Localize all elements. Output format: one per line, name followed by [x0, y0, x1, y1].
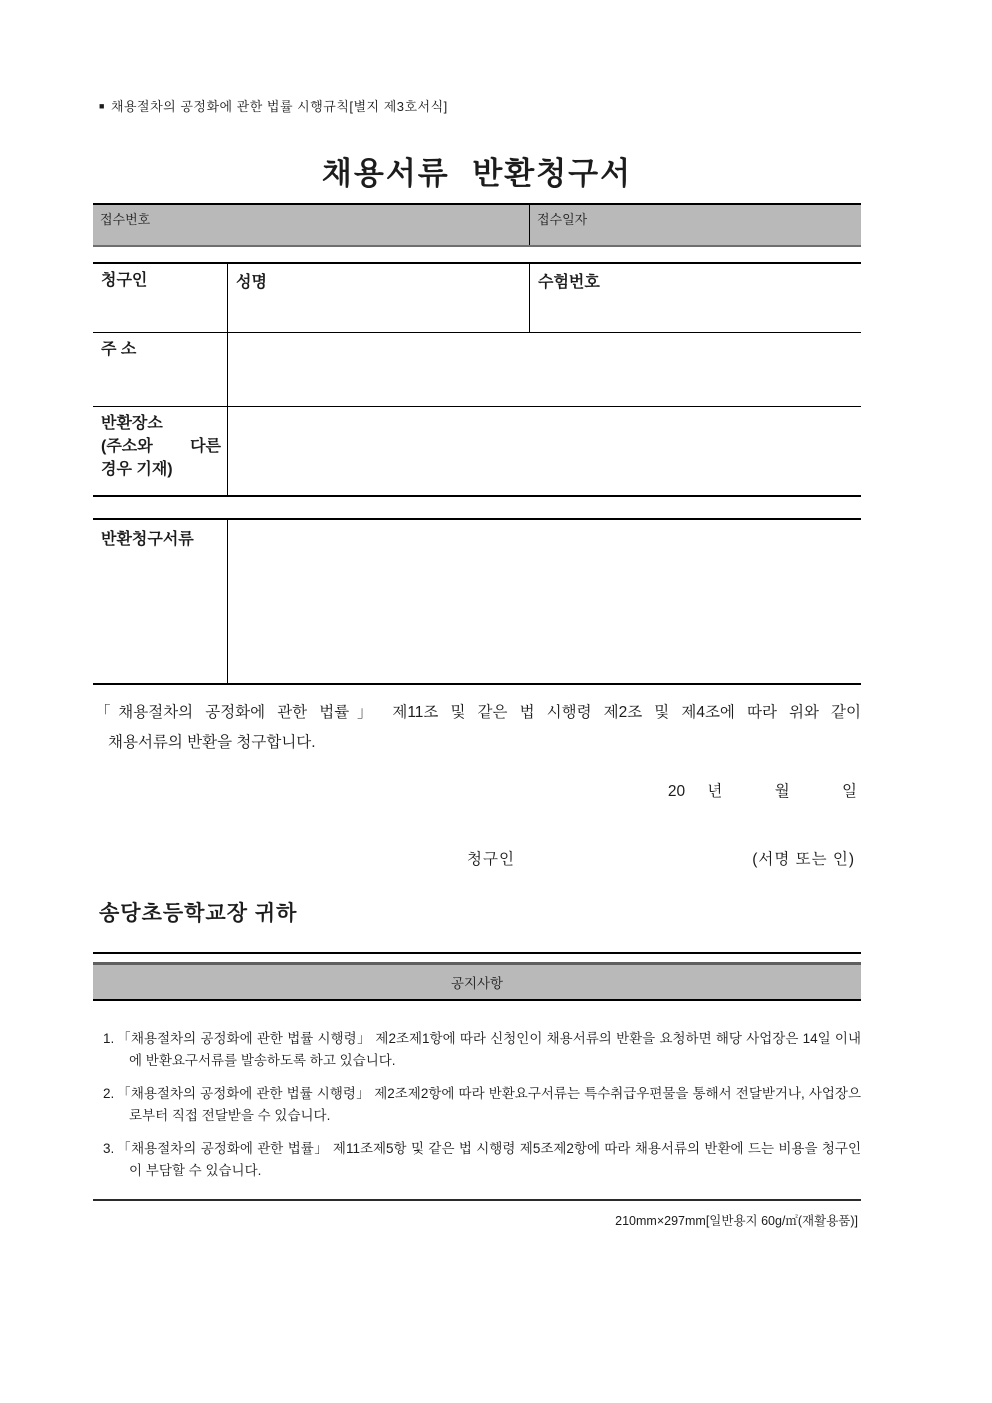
notice-item-list — [103, 1028, 861, 1193]
receipt-date-label: 접수일자 — [537, 212, 588, 227]
notice-item-text: 「채용절차의 공정화에 관한 법률」 제11조제5항 및 같은 법 시행령 제5조제2항에 따라 채용서류의 반환에 드는 비용을 청구인이 부담할 수 있습니다. — [117, 1141, 861, 1178]
return-place-label-line3: 경우 기재) — [101, 461, 173, 478]
receipt-header-row — [93, 203, 861, 247]
paper-spec-note: 210mm×297mm[일반용지 60g/㎡(재활용품)] — [615, 1214, 858, 1228]
notice-item-text: 「채용절차의 공정화에 관한 법률 시행령」 제2조제2항에 따라 반환요구서류는 특수취급우편물을 통해서 전달받거나, 사업장으로부터 직접 전달받을 수 있습니다. — [117, 1086, 861, 1123]
address-value — [228, 333, 861, 406]
declaration-paragraph — [95, 698, 861, 758]
date-day-label: 일 — [842, 783, 857, 800]
notice-header-bar — [93, 962, 861, 1001]
notice-item-text: 「채용절차의 공정화에 관한 법률 시행령」 제2조제1항에 따라 신청인이 채용서류의 반환을 요청하면 해당 사업장은 14일 이내에 반환요구서류를 발송하도록 하고 있습니다. — [117, 1031, 861, 1068]
declaration-line2: 채용서류의 반환을 청구합니다. — [108, 734, 316, 751]
address-row — [93, 332, 861, 406]
documents-table — [93, 518, 861, 685]
recipient-line: 송당초등학교장 귀하 — [99, 902, 298, 925]
name-cell — [228, 264, 530, 332]
exam-number-cell — [530, 264, 861, 332]
documents-value — [228, 520, 861, 683]
notice-item — [103, 1083, 861, 1127]
documents-label: 반환청구서류 — [93, 520, 228, 683]
return-place-label-line1: 반환장소 — [101, 415, 163, 432]
signature-claimant-label: 청구인 — [467, 851, 515, 868]
notice-item-number: 2. — [103, 1086, 115, 1101]
notice-item — [103, 1028, 861, 1072]
claimant-row — [93, 264, 861, 332]
regulation-note — [99, 96, 448, 115]
notice-top-rule — [93, 952, 861, 954]
claimant-table — [93, 262, 861, 497]
address-label: 주 소 — [93, 333, 228, 406]
date-year-prefix: 20 — [667, 783, 686, 800]
receipt-number-cell — [93, 205, 530, 245]
notice-item-number: 3. — [103, 1141, 115, 1156]
signature-seal-label: (서명 또는 인) — [752, 851, 855, 868]
regulation-note-text: 채용절차의 공정화에 관한 법률 시행규칙[별지 제3호서식] — [110, 99, 448, 114]
date-month-label: 월 — [774, 783, 790, 800]
declaration-line1: 「채용절차의 공정화에 관한 법률」 제11조 및 같은 법 시행령 제2조 및 제4조에 따라 위와 같이 — [95, 704, 861, 721]
square-bullet-icon: ■ — [99, 101, 105, 111]
exam-number-label: 수험번호 — [538, 274, 600, 291]
return-place-label-line2: (주소와 다른 — [101, 438, 221, 455]
date-year-label: 년 — [707, 783, 723, 800]
return-place-row — [93, 406, 861, 495]
receipt-date-cell — [530, 205, 861, 245]
footer-rule — [93, 1199, 861, 1201]
receipt-number-label: 접수번호 — [100, 212, 151, 227]
claimant-label: 청구인 — [93, 264, 228, 332]
notice-item — [103, 1138, 861, 1182]
return-place-value — [228, 407, 861, 495]
date-line — [93, 779, 857, 801]
page-title: 채용서류 반환청구서 — [321, 156, 633, 191]
return-place-label — [93, 407, 228, 495]
name-label: 성명 — [236, 274, 267, 291]
notice-item-number: 1. — [103, 1031, 115, 1046]
notice-title: 공지사항 — [450, 976, 504, 991]
